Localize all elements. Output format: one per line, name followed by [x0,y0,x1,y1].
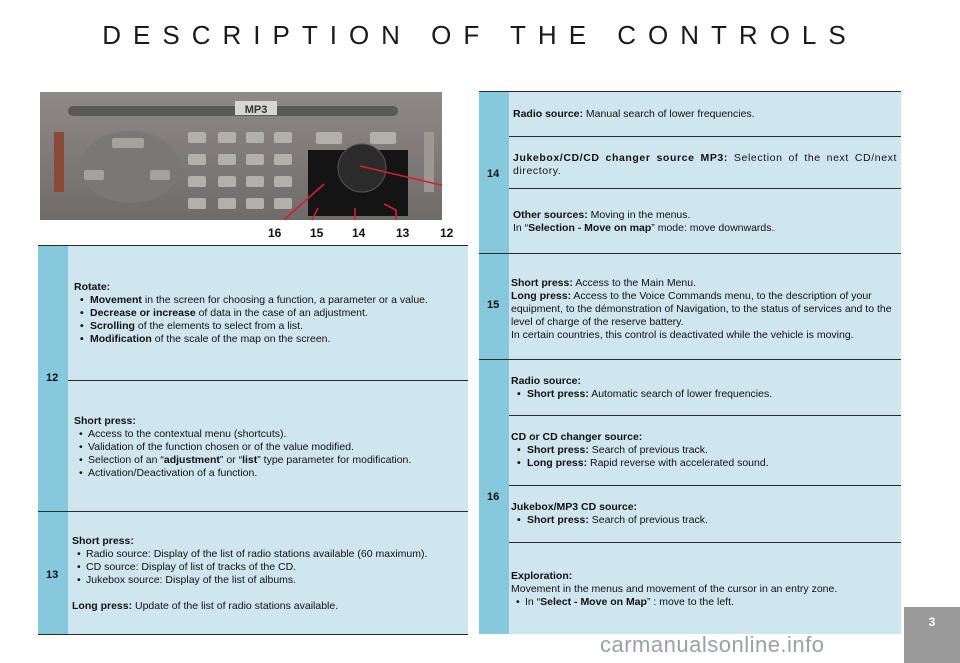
list-item: • Movement in the screen for choosing a function, a parameter or a value. [74,294,464,307]
row-divider [509,542,901,543]
list-item: • Decrease or increase of data in the case of an adjustment. [74,307,464,320]
list-item: • Activation/Deactivation of a function. [74,467,464,480]
rotate-title: Rotate: [74,281,111,293]
callout-14: 14 [352,226,366,240]
control-16-exploration: Exploration: Movement in the menus and movement of the cursor in an entry zone. • In “Select - Move on Map” : move to the left. [511,570,897,609]
callout-16: 16 [268,226,282,240]
control-14-radio: Radio source: Manual search of lower frequencies. [513,108,755,120]
callout-15: 15 [310,226,324,240]
radio-unit-photo [40,92,442,220]
row-divider [38,634,468,635]
row-divider [509,188,901,189]
row-divider [479,91,901,92]
list-item: • Access to the contextual menu (shortcuts). [74,428,464,441]
list-item: • Selection of an “adjustment” or “list” type parameter for modification. [74,454,464,467]
list-item: • CD source: Display of list of tracks of the CD. [72,561,464,574]
control-number-15: 15 [487,299,500,311]
row-divider [509,485,901,486]
control-number-16: 16 [487,491,500,503]
row-divider [509,136,901,137]
callout-13: 13 [396,226,410,240]
control-14-other: Other sources: Moving in the menus. In “Selection - Move on map” mode: move downwards. [513,209,775,234]
list-item: • Jukebox source: Display of the list of albums. [72,574,464,587]
control-13-description [72,535,464,613]
list-item: • Scrolling of the elements to select from a list. [74,320,464,333]
long-press-line: Long press: Update of the list of radio stations available. [72,600,339,612]
short-press-title: Short press: [74,415,136,427]
control-16-cd: CD or CD changer source: • Short press: Search of previous track. • Long press: Rapid reverse with accelerated sound. [511,431,897,470]
short-press-title: Short press: [72,535,134,547]
row-divider [68,380,468,381]
list-item: • Modification of the scale of the map on the screen. [74,333,464,346]
row-divider [479,359,901,360]
control-number-14: 14 [487,168,500,180]
row-divider [509,415,901,416]
list-item: • Radio source: Display of the list of radio stations available (60 maximum). [72,548,464,561]
control-14-jukebox: Jukebox/CD/CD changer source MP3: Selection of the next CD/next directory. [513,152,897,177]
control-16-jukebox: Jukebox/MP3 CD source: • Short press: Search of previous track. [511,501,897,527]
page-title: DESCRIPTION OF THE CONTROLS [102,20,858,50]
row-divider [38,245,468,246]
control-number-13: 13 [46,569,59,581]
row-divider [479,253,901,254]
left-controls-table [38,245,468,635]
control-12-rotate [74,281,464,346]
right-controls-table [479,91,901,634]
mp3-label: MP3 [244,104,268,116]
watermark-text: carmanualsonline.info [600,632,825,657]
control-16-radio: Radio source: • Short press: Automatic search of lower frequencies. [511,375,897,401]
page-number: 3 [928,615,936,629]
row-divider [38,511,468,512]
control-15-description: Short press: Access to the Main Menu. Long press: Access to the Voice Commands menu, to the description of your equipment, to the démonstration of Navigation, to the status of services and to the level of charge of the reserve battery. In certain countries, this control is deactivated while the vehicle is moving. [511,277,892,341]
list-item: • Validation of the function chosen or of the value modified. [74,441,464,454]
control-number-12: 12 [46,372,59,384]
control-12-short-press [74,415,464,480]
callout-12: 12 [440,226,454,240]
page-number-tab [904,607,960,663]
